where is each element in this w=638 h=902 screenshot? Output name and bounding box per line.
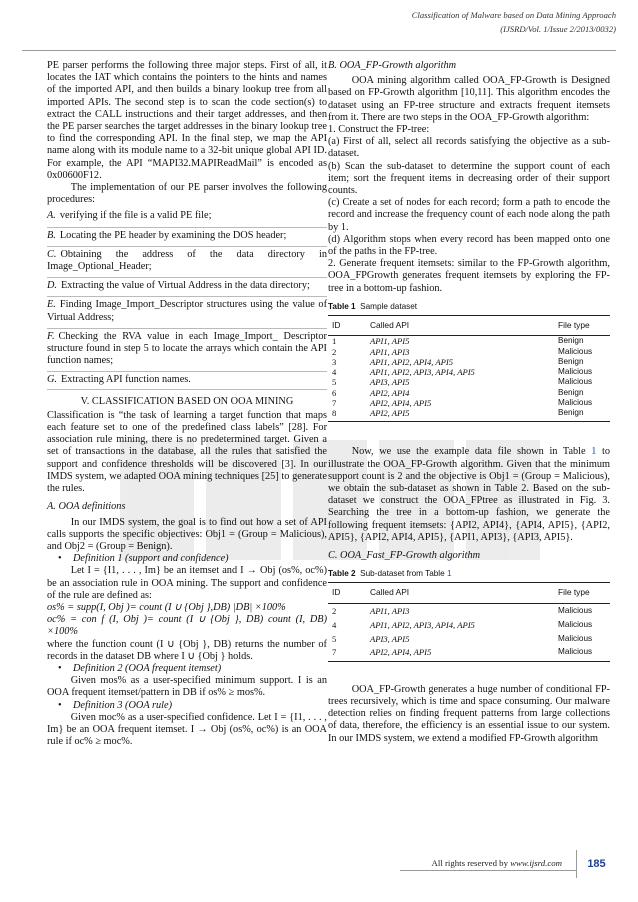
paragraph: where the function count (I ∪ {Obj }, DB) returns the number of records in the dataset DB where I ∪ {Obj } holds. (47, 638, 327, 662)
cell-id: 2 (332, 605, 337, 616)
page-number: 185 (576, 850, 616, 878)
list-text: Locating the PE header by examining the DOS header; (59, 229, 287, 241)
paragraph-text: Now, we use the example data file shown in Table (351, 446, 592, 458)
list-text: Extracting API function names. (61, 374, 191, 386)
table-row (328, 388, 610, 398)
table-row (328, 408, 610, 422)
sub-dataset-table (328, 582, 610, 661)
table-row (328, 336, 610, 347)
paragraph: Classification is “the task of learning a target function that maps each feature set to one of the predefined class labels” [28]. For association rule mining, there is no predetermined target. Given a set of transactions in the database, all the rules that satisfied the support and confidence thresholds will be discovered [3]. In our IMDS system, we adapted OOA mining techniques [25] to generate the rules. (47, 409, 327, 495)
col-header-id: ID (328, 316, 366, 336)
paragraph: Let I = {I1, . . . , Im} be an itemset and I → Obj (os%, oc%) be an association rule in OOA mining. The support and confidence of the rule are defined as: (47, 565, 327, 601)
cell-id: 1 (332, 336, 337, 347)
list-text: Finding Image_Import_Descriptor structures using the value of Virtual Address; (47, 299, 327, 323)
col-header-called-api: Called API (366, 316, 554, 336)
list-label: E. (47, 299, 56, 311)
running-header (412, 9, 616, 36)
cell-called-api: API3, API5 (370, 634, 410, 645)
list-item (47, 296, 327, 323)
cell-called-api: API1, API2, API4, API5 (370, 356, 454, 367)
cell-file-type: Malicious (558, 605, 593, 615)
table-row (328, 367, 610, 377)
table-caption-label: Table 1 (328, 301, 356, 311)
table-row (328, 603, 610, 618)
cell-file-type: Benign (558, 387, 584, 397)
table-caption (328, 301, 610, 313)
list-text: Obtaining the address of the data directory in Image_Optional_Header; (47, 248, 327, 273)
table-ref-link[interactable]: 1 (591, 446, 597, 458)
paragraph (328, 446, 610, 544)
table-header-row (328, 583, 610, 603)
equation: os% = supp(I, Obj )= count (I ∪ {Obj },DB) |DB| ×100% (47, 601, 286, 613)
footer-rule (400, 870, 576, 871)
cell-id: 3 (332, 356, 337, 367)
right-column (328, 60, 610, 745)
table-row (328, 618, 610, 633)
list-text: Checking the RVA value in each Image_Import_ Descriptor structure found in step 5 to locate the arrays which contain the API function names; (47, 330, 327, 367)
list-item (47, 328, 327, 368)
subsection-heading: C. OOA_Fast_FP-Growth algorithm (328, 550, 481, 562)
algorithm-step: (a) First of all, select all records satisfying the objective as a sub-dataset. (328, 136, 610, 160)
subsection-heading: A. OOA definitions (47, 501, 126, 513)
col-header-id: ID (328, 583, 366, 603)
table-body (328, 336, 610, 422)
paragraph: PE parser performs the following three major steps. First of all, it locates the IAT which contains the pointers to the hints and names of the imported API, and then builds a binary lookup tree from all imported APIs. The second step is to scan the code section(s) to extract the CALL instructions and their target addresses, and then the PE parser searches the target addresses in the binary lookup tree to find the corresponding API. In the final step, we map the API name along with its module name to a 32-bit unique global API ID. For example, the API “MAPI32.MAPIReadMail” is encoded as 0x00600F12. (47, 60, 327, 181)
list-text: verifying if the file is a valid PE file; (59, 210, 212, 222)
col-header-file-type: File type (554, 583, 610, 603)
table-row (328, 357, 610, 367)
paragraph: OOA mining algorithm called OOA_FP-Growth is Designed based on FP-Growth algorithm [10,11]. This algorithm encodes the dataset using an FP-tree structure and extracts frequent itemsets from it. There are two steps in the OOA_FP-Growth algorithm: (328, 75, 610, 123)
table-caption-text: Sub-dataset from Table (360, 569, 447, 579)
cell-called-api: API3, API5 (370, 377, 410, 388)
list-item (47, 277, 327, 292)
definition-heading: • Definition 2 (OOA frequent itemset) (47, 663, 327, 675)
header-title: Classification of Malware based on Data Mining Approach (411, 10, 616, 20)
cell-file-type: Benign (554, 408, 610, 422)
algorithm-step: 2. Generate frequent itemsets: similar to the FP-Growth algorithm, OOA_FPGrowth generates frequent itemsets by exploring the FP-tree in a bottom-up fashion. (328, 258, 610, 294)
paragraph: Given moc% as a user-specified confidence. Let I = {I1, . . . , Im} be an OOA frequent itemset. I → Obj (os%, oc%) is an OOA rule if oc% ≥ moc%. (47, 711, 327, 748)
table-body (328, 603, 610, 661)
list-label: C. (47, 248, 57, 260)
table-caption-text: Sample dataset (360, 301, 418, 311)
paragraph-text: to illustrate the OOA_FP-Growth algorithm. Given that the minimum support count is 2 and the objective is Obj1 = (Group = Malicious), we obtain the sub-dataset as shown in Table 2. Based on the sub-dataset we construct the OOA_FPtree as illustrated in Fig. 3. Searching the tree in a bottom-up fashion, we generate the following frequent itemsets: {API2, API4}, {API4, API5}, {API2, API5}, {API2, API4, API5}, {API1, API3}, {API3, API5}. (328, 446, 610, 543)
table-row (328, 632, 610, 647)
subsection-heading: B. OOA_FP-Growth algorithm (328, 60, 457, 71)
cell-id: 4 (332, 619, 337, 630)
cell-called-api: API2, API4, API5 (370, 398, 432, 408)
list-item (47, 371, 327, 389)
list-label: A. (47, 210, 56, 222)
paragraph: The implementation of our PE parser involves the following procedures: (47, 182, 327, 206)
table-row (328, 346, 610, 356)
list-label: D. (47, 280, 58, 292)
list-label: G. (47, 374, 58, 386)
col-header-file-type: File type (554, 316, 610, 336)
col-header-called-api: Called API (366, 583, 554, 603)
cell-id: 5 (332, 377, 337, 388)
cell-called-api: API1, API2, API3, API4, API5 (370, 619, 475, 630)
cell-file-type: Malicious (558, 619, 593, 629)
cell-id: 5 (332, 634, 337, 645)
definition-heading: • Definition 1 (support and confidence) (47, 553, 327, 565)
section-heading: V. CLASSIFICATION BASED ON OOA MINING (80, 395, 294, 407)
table-row (328, 398, 610, 408)
list-item (47, 246, 327, 273)
list-text: Extracting the value of Virtual Address in the data directory; (61, 280, 310, 292)
paragraph: In our IMDS system, the goal is to find out how a set of API calls supports the specific objectives: Obj1 = (Group = Malicious), and Obj2 = (Group = Benign). (47, 516, 327, 552)
cell-called-api: API1, API3 (370, 605, 410, 616)
cell-called-api: API2, API5 (366, 408, 554, 422)
sample-dataset-table (328, 315, 610, 422)
definition-heading: • Definition 3 (OOA rule) (47, 700, 327, 712)
cell-called-api: API1, API3 (370, 346, 410, 357)
left-column (47, 60, 327, 748)
cell-called-api: API1, API2, API3, API4, API5 (370, 367, 475, 378)
footer-site-link[interactable]: www.ijsrd.com (510, 858, 562, 868)
paragraph: OOA_FP-Growth generates a huge number of conditional FP-trees recursively, which is time and space consuming. Our malware detection relies on finding frequent patterns from large collections of data, therefore, the efficiency is an essential issue to our system. In our IMDS system, we extend a modified FP-Growth algorithm (328, 683, 610, 744)
paragraph: Given mos% as a user-specified minimum support. I is an OOA frequent itemset/pattern in DB if os% ≥ mos%. (47, 675, 327, 699)
table-row (328, 377, 610, 387)
cell-file-type: Malicious (558, 634, 593, 644)
algorithm-step: (d) Algorithm stops when every record has been mapped onto one of the paths in the FP-tree. (328, 233, 610, 258)
header-rule (22, 50, 616, 51)
cell-called-api: API2, API4, API5 (366, 647, 554, 662)
cell-id: 7 (328, 647, 366, 662)
equation: oc% = con f (I, Obj )= count (I ∪ {Obj }, DB) count (I, DB) ×100% (47, 614, 327, 638)
cell-file-type: Malicious (554, 647, 610, 662)
table-ref-link[interactable]: 1 (446, 569, 452, 579)
cell-file-type: Malicious (558, 346, 593, 356)
cell-file-type: Benign (558, 356, 584, 366)
footer-text: All rights reserved by (431, 858, 511, 868)
cell-called-api: API1, API5 (370, 336, 410, 347)
list-item (47, 210, 327, 222)
algorithm-step: 1. Construct the FP-tree: (328, 124, 430, 136)
cell-id: 8 (328, 408, 366, 422)
table-row (328, 647, 610, 662)
list-label: F. (47, 330, 55, 342)
cell-id: 6 (332, 387, 337, 398)
footer (432, 858, 562, 868)
cell-called-api: API2, API4 (370, 387, 410, 398)
list-item (47, 227, 327, 242)
list-label: B. (47, 229, 56, 241)
cell-id: 4 (332, 367, 337, 378)
header-journal: (IJSRD/Vol. 1/Issue 2/2013/0032) (500, 23, 616, 34)
cell-file-type: Malicious (558, 377, 593, 387)
algorithm-step: (b) Scan the sub-dataset to determine the support count of each item; sort the frequent items in decreasing order of their support counts. (328, 160, 610, 197)
cell-id: 2 (332, 346, 337, 357)
cell-id: 7 (332, 398, 337, 408)
table-header-row (328, 316, 610, 336)
cell-file-type: Malicious (558, 367, 593, 377)
algorithm-step: (c) Create a set of nodes for each record; form a path to encode the record and increase the frequency count of each node along the path by 1. (328, 197, 610, 233)
cell-file-type: Benign (558, 336, 584, 346)
table-caption-label: Table 2 (328, 569, 356, 579)
cell-file-type: Malicious (558, 398, 593, 407)
table-caption (328, 568, 610, 580)
